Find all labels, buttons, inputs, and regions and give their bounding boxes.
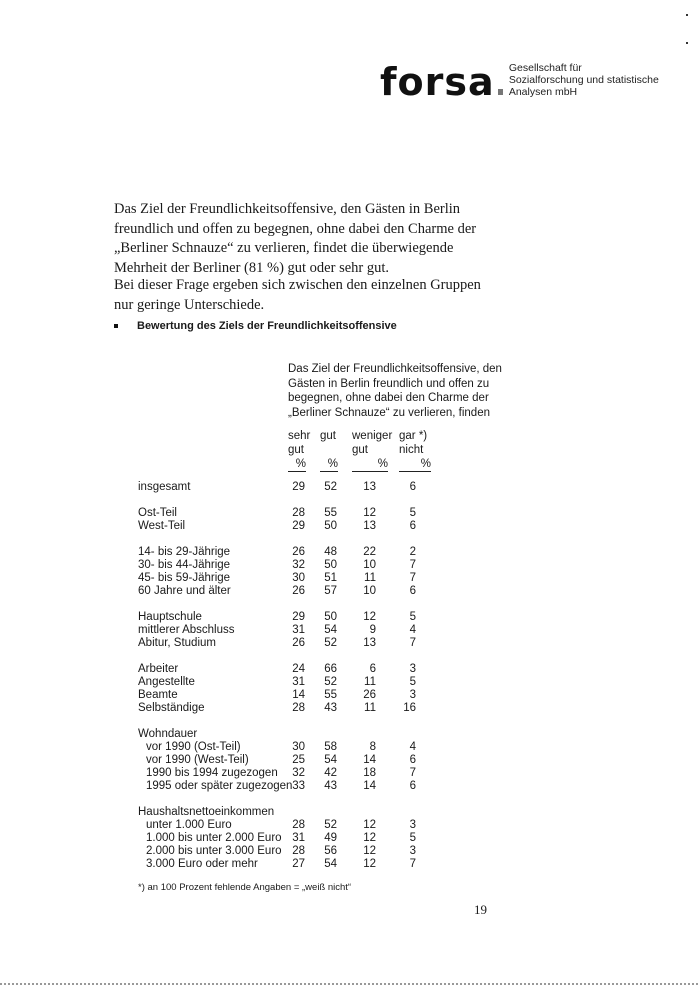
column-header-gut <box>320 429 338 472</box>
table-cell: 29 <box>292 611 305 623</box>
paragraph-intro: Das Ziel der Freundlichkeitsoffensive, den Gästen in Berlin freundlich und offen zu begegnen, ohne dabei den Charme der „Berliner Schnauze“ zu verlieren, findet die überwiegende Mehrheit der Berliner (81 %) gut oder sehr gut. <box>114 201 477 276</box>
table-row-label: mittlerer Abschluss <box>138 624 235 636</box>
table-cell: 50 <box>324 611 337 623</box>
logo-square-mark <box>498 89 503 95</box>
table-cell: 48 <box>324 546 337 558</box>
table-cell: 14 <box>292 689 305 701</box>
table-cell: 11 <box>364 572 376 584</box>
table-question: Das Ziel der Freundlichkeitsoffensive, den Gästen in Berlin freundlich und offen zu begegnen, ohne dabei den Charme der „Berliner Schnauze“ zu verlieren, finden <box>288 363 502 419</box>
table-cell: 26 <box>363 689 376 701</box>
table-cell: 55 <box>324 689 337 701</box>
table-cell: 52 <box>324 637 337 649</box>
table-cell: 7 <box>409 858 416 870</box>
table-cell: 6 <box>409 754 416 766</box>
table-cell: 22 <box>363 546 376 558</box>
table-cell: 13 <box>363 481 376 493</box>
page-number: 19 <box>474 902 487 917</box>
table-cell: 4 <box>409 624 416 636</box>
table-cell: 6 <box>409 780 416 792</box>
logo-wordmark: forsa <box>380 60 495 104</box>
table-cell: 30 <box>292 572 305 584</box>
column-header-line: sehr <box>288 430 311 442</box>
table-cell: 42 <box>324 767 337 779</box>
table-cell: 7 <box>409 767 416 779</box>
table-row-label: unter 1.000 Euro <box>146 819 232 831</box>
table-cell: 4 <box>409 741 416 753</box>
scan-speck <box>686 42 688 44</box>
table-cell: 3 <box>409 845 416 857</box>
table-row-label: 14- bis 29-Jährige <box>138 546 231 558</box>
table-cell: 5 <box>409 832 416 844</box>
column-header-line: gut <box>320 430 336 442</box>
table-cell: 29 <box>292 481 305 493</box>
table-cell: 7 <box>409 559 416 571</box>
bottom-dotted-rule <box>0 983 700 985</box>
paragraph-groups: Bei dieser Frage ergeben sich zwischen den einzelnen Gruppen nur geringe Unterschiede. <box>114 277 481 313</box>
table-cell: 31 <box>292 832 305 844</box>
table-cell: 12 <box>363 858 376 870</box>
table-cell: 12 <box>363 819 376 831</box>
table-cell: 3 <box>409 689 416 701</box>
table-cell: 28 <box>292 507 305 519</box>
table-cell: 50 <box>324 520 337 532</box>
table-row-label: Haushaltsnettoeinkommen <box>138 806 275 818</box>
table-row-label: Abitur, Studium <box>138 637 216 649</box>
logo-tagline <box>509 62 700 98</box>
table-row-label: 30- bis 44-Jährige <box>138 559 231 571</box>
table-cell: 29 <box>292 520 305 532</box>
table-cell: 32 <box>292 559 305 571</box>
table-cell: 26 <box>292 546 305 558</box>
table-cell: 28 <box>292 819 305 831</box>
table-row-label: 3.000 Euro oder mehr <box>146 858 258 870</box>
table-cell: 52 <box>324 819 337 831</box>
column-header-sehr-gut <box>288 429 310 472</box>
table-row-label: 1995 oder später zugezogen <box>146 780 293 792</box>
table-cell: 58 <box>324 741 337 753</box>
column-header-line <box>320 443 338 457</box>
table-cell: 3 <box>409 819 416 831</box>
table-cell: 18 <box>363 767 376 779</box>
table-cell: 5 <box>409 507 416 519</box>
column-header-gar-nicht <box>399 429 431 472</box>
table-row-label: 60 Jahre und älter <box>138 585 231 597</box>
table-cell: 6 <box>409 481 416 493</box>
table-cell: 52 <box>324 481 337 493</box>
table-row-label: 1990 bis 1994 zugezogen <box>146 767 278 779</box>
column-header-line: gut <box>352 444 368 456</box>
table-cell: 28 <box>292 845 305 857</box>
table-cell: 24 <box>292 663 305 675</box>
table-cell: 6 <box>409 520 416 532</box>
table-cell: 6 <box>409 585 416 597</box>
table-cell: 50 <box>324 559 337 571</box>
table-row-label: Beamte <box>138 689 178 701</box>
bullet-square-icon <box>114 324 118 328</box>
table-cell: 31 <box>292 676 305 688</box>
section-heading: Bewertung des Ziels der Freundlichkeitsoffensive <box>137 320 397 332</box>
forsa-logo <box>380 60 700 104</box>
column-unit: % <box>352 458 388 472</box>
table-cell: 12 <box>363 611 376 623</box>
table-cell: 54 <box>324 858 337 870</box>
table-cell: 13 <box>363 637 376 649</box>
table-row-label: West-Teil <box>138 520 186 532</box>
table-row-label: Ost-Teil <box>138 507 177 519</box>
table-row-label: Hauptschule <box>138 611 202 623</box>
table-row-label: Wohndauer <box>138 728 198 740</box>
table-cell: 33 <box>292 780 305 792</box>
column-header-line: gar *) <box>399 430 428 442</box>
scan-speck <box>686 14 688 16</box>
table-cell: 2 <box>409 546 416 558</box>
table-cell: 55 <box>324 507 337 519</box>
table-cell: 12 <box>363 845 376 857</box>
table-cell: 12 <box>363 507 376 519</box>
table-row-label: Selbständige <box>138 702 205 714</box>
table-cell: 30 <box>292 741 305 753</box>
table-cell: 16 <box>403 702 416 714</box>
column-unit: % <box>320 458 338 472</box>
table-row-label: vor 1990 (Ost-Teil) <box>146 741 241 753</box>
column-header-line: weniger <box>352 430 393 442</box>
table-cell: 51 <box>324 572 337 584</box>
table-cell: 14 <box>363 780 376 792</box>
table-cell: 31 <box>292 624 305 636</box>
table-cell: 13 <box>363 520 376 532</box>
table-cell: 26 <box>292 585 305 597</box>
column-header-weniger-gut <box>352 429 392 472</box>
table-cell: 26 <box>292 637 305 649</box>
table-cell: 10 <box>363 559 376 571</box>
table-cell: 28 <box>292 702 305 714</box>
table-cell: 8 <box>369 741 376 753</box>
table-cell: 12 <box>363 832 376 844</box>
table-cell: 57 <box>324 585 337 597</box>
table-cell: 54 <box>324 624 337 636</box>
table-cell: 27 <box>292 858 305 870</box>
table-cell: 56 <box>324 845 337 857</box>
table-row-label: insgesamt <box>138 481 191 493</box>
table-cell: 43 <box>324 702 337 714</box>
table-row-label: 2.000 bis unter 3.000 Euro <box>146 845 282 857</box>
table-cell: 3 <box>409 663 416 675</box>
table-cell: 11 <box>364 702 376 714</box>
table-cell: 49 <box>324 832 337 844</box>
table-cell: 5 <box>409 611 416 623</box>
table-cell: 11 <box>364 676 376 688</box>
section-bullet <box>114 320 397 332</box>
table-cell: 25 <box>292 754 305 766</box>
table-cell: 32 <box>292 767 305 779</box>
table-row-label: Arbeiter <box>138 663 179 675</box>
column-unit: % <box>288 458 306 472</box>
table-cell: 52 <box>324 676 337 688</box>
table-cell: 10 <box>363 585 376 597</box>
logo-tagline-line-1: Gesellschaft für <box>508 62 582 74</box>
table-cell: 9 <box>369 624 376 636</box>
footnote: *) an 100 Prozent fehlende Angaben = „weiß nicht“ <box>138 882 352 893</box>
table-cell: 14 <box>363 754 376 766</box>
table-cell: 7 <box>409 637 416 649</box>
table-cell: 6 <box>369 663 376 675</box>
table-cell: 43 <box>324 780 337 792</box>
table-row-label: vor 1990 (West-Teil) <box>146 754 249 766</box>
table-row-label: Angestellte <box>138 676 195 688</box>
table-cell: 66 <box>324 663 337 675</box>
logo-tagline-line-2: Sozialforschung und statistische Analysen mbH <box>508 74 659 98</box>
column-header-line: gut <box>288 444 304 456</box>
table-cell: 7 <box>409 572 416 584</box>
column-unit: % <box>399 458 431 472</box>
table-cell: 54 <box>324 754 337 766</box>
table-row-label: 45- bis 59-Jährige <box>138 572 231 584</box>
table-cell: 5 <box>409 676 416 688</box>
column-header-line: nicht <box>399 444 424 456</box>
table-row-label: 1.000 bis unter 2.000 Euro <box>146 832 282 844</box>
